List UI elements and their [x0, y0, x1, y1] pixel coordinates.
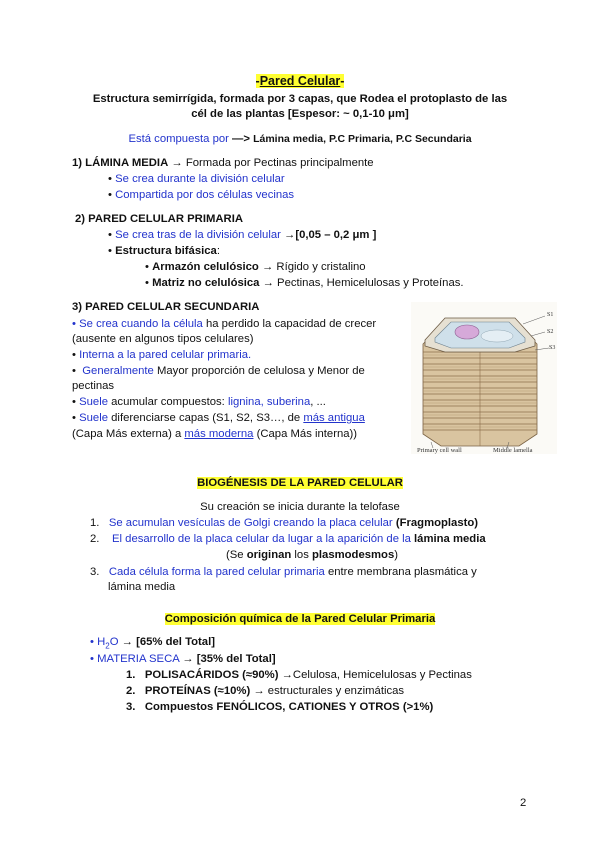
intro-line-1: Estructura semirrígida, formada por 3 capas, que Rodea el protoplasto de las	[92, 93, 508, 105]
list-item: • Se crea durante la división celular	[108, 173, 285, 185]
title-text: Pared Celular	[259, 74, 341, 88]
list-item: • Matriz no celulósica → Pectinas, Hemicelulosas y Proteínas.	[145, 277, 464, 289]
label-primary-cell-wall: Primary cell wall	[417, 447, 462, 454]
text-line: pectinas	[72, 380, 115, 392]
section-secondary-wall-heading: 3) PARED CELULAR SECUNDARIA	[72, 301, 260, 313]
composition-summary: Está compuesta por —> Lámina media, P.C Primaria, P.C Secundaria	[128, 133, 472, 145]
label-middle-lamella: Middle lamella	[493, 447, 533, 454]
list-item: • Generalmente Mayor proporción de celulosa y Menor de	[72, 365, 365, 377]
list-item: • Se crea cuando la célula ha perdido la capacidad de crecer	[72, 318, 377, 330]
list-item: • Suele diferenciarse capas (S1, S2, S3…, de más antigua	[72, 412, 365, 424]
cell-wall-diagram	[411, 302, 557, 454]
label-s2: S2	[547, 329, 554, 335]
link-mas-antigua[interactable]: más antigua	[303, 412, 365, 424]
title-dash: -	[255, 74, 260, 88]
text-line: lámina media	[108, 581, 176, 593]
text-line: (Capa Más externa) a más moderna (Capa Más interna))	[72, 428, 358, 440]
list-item: 1. Se acumulan vesículas de Golgi creando la placa celular (Fragmoplasto)	[90, 517, 479, 529]
list-item: 3. Cada célula forma la pared celular primaria entre membrana plasmática y	[90, 566, 477, 578]
title-dash: -	[340, 74, 345, 88]
list-item: • Compartida por dos células vecinas	[108, 189, 295, 201]
section-biogenesis-heading: BIOGÉNESIS DE LA PARED CELULAR	[197, 477, 403, 489]
label-s3: S3	[549, 345, 556, 351]
label-s1: S1	[547, 312, 554, 318]
list-item: • Estructura bifásica:	[108, 245, 220, 257]
text-line: (ausente en algunos tipos celulares)	[72, 333, 254, 345]
list-item: • $H_2O \to [65\%$ del Total]	[90, 636, 215, 651]
list-item: 2. El desarrollo de la placa celular da lugar a la aparición de la lámina media	[90, 533, 486, 545]
cell-top-face	[425, 318, 535, 352]
intro-line-2: cél de las plantas [Espesor: ~ 0,1-10 μm]	[191, 108, 409, 120]
section-lamina-media-heading: 1) LÁMINA MEDIA → Formada por Pectinas principalmente	[72, 157, 374, 169]
page-title	[60, 74, 540, 88]
list-item: • Suele acumular compuestos: lignina, suberina, ...	[72, 396, 326, 408]
list-item: 3. Compuestos FENÓLICOS, CATIONES Y OTROS (>1%)	[126, 701, 434, 713]
section-primary-wall-heading: 2) PARED CELULAR PRIMARIA	[75, 213, 243, 225]
list-item: • Armazón celulósico → Rígido y cristalino	[145, 261, 366, 273]
section-composition-heading: Composición química de la Pared Celular Primaria	[164, 613, 436, 625]
list-item: • MATERIA SECA → [35% del Total]	[90, 653, 276, 665]
page-number: 2	[520, 797, 527, 809]
list-item: • Se crea tras de la división celular →[0,05 – 0,2 μm ]	[108, 229, 377, 241]
list-item: 2. PROTEÍNAS (≈10%) → estructurales y enzimáticas	[126, 685, 405, 697]
biogenesis-subtitle: Su creación se inicia durante la telofase	[200, 501, 400, 513]
list-item: 1. POLISACÁRIDOS (≈90%) →Celulosa, Hemicelulosas y Pectinas	[126, 669, 472, 681]
link-mas-moderna[interactable]: más moderna	[184, 428, 254, 440]
list-item: • Interna a la pared celular primaria.	[72, 349, 252, 361]
cell-wall-figure	[411, 302, 557, 454]
text-line: (Se originan los plasmodesmos)	[226, 549, 399, 561]
